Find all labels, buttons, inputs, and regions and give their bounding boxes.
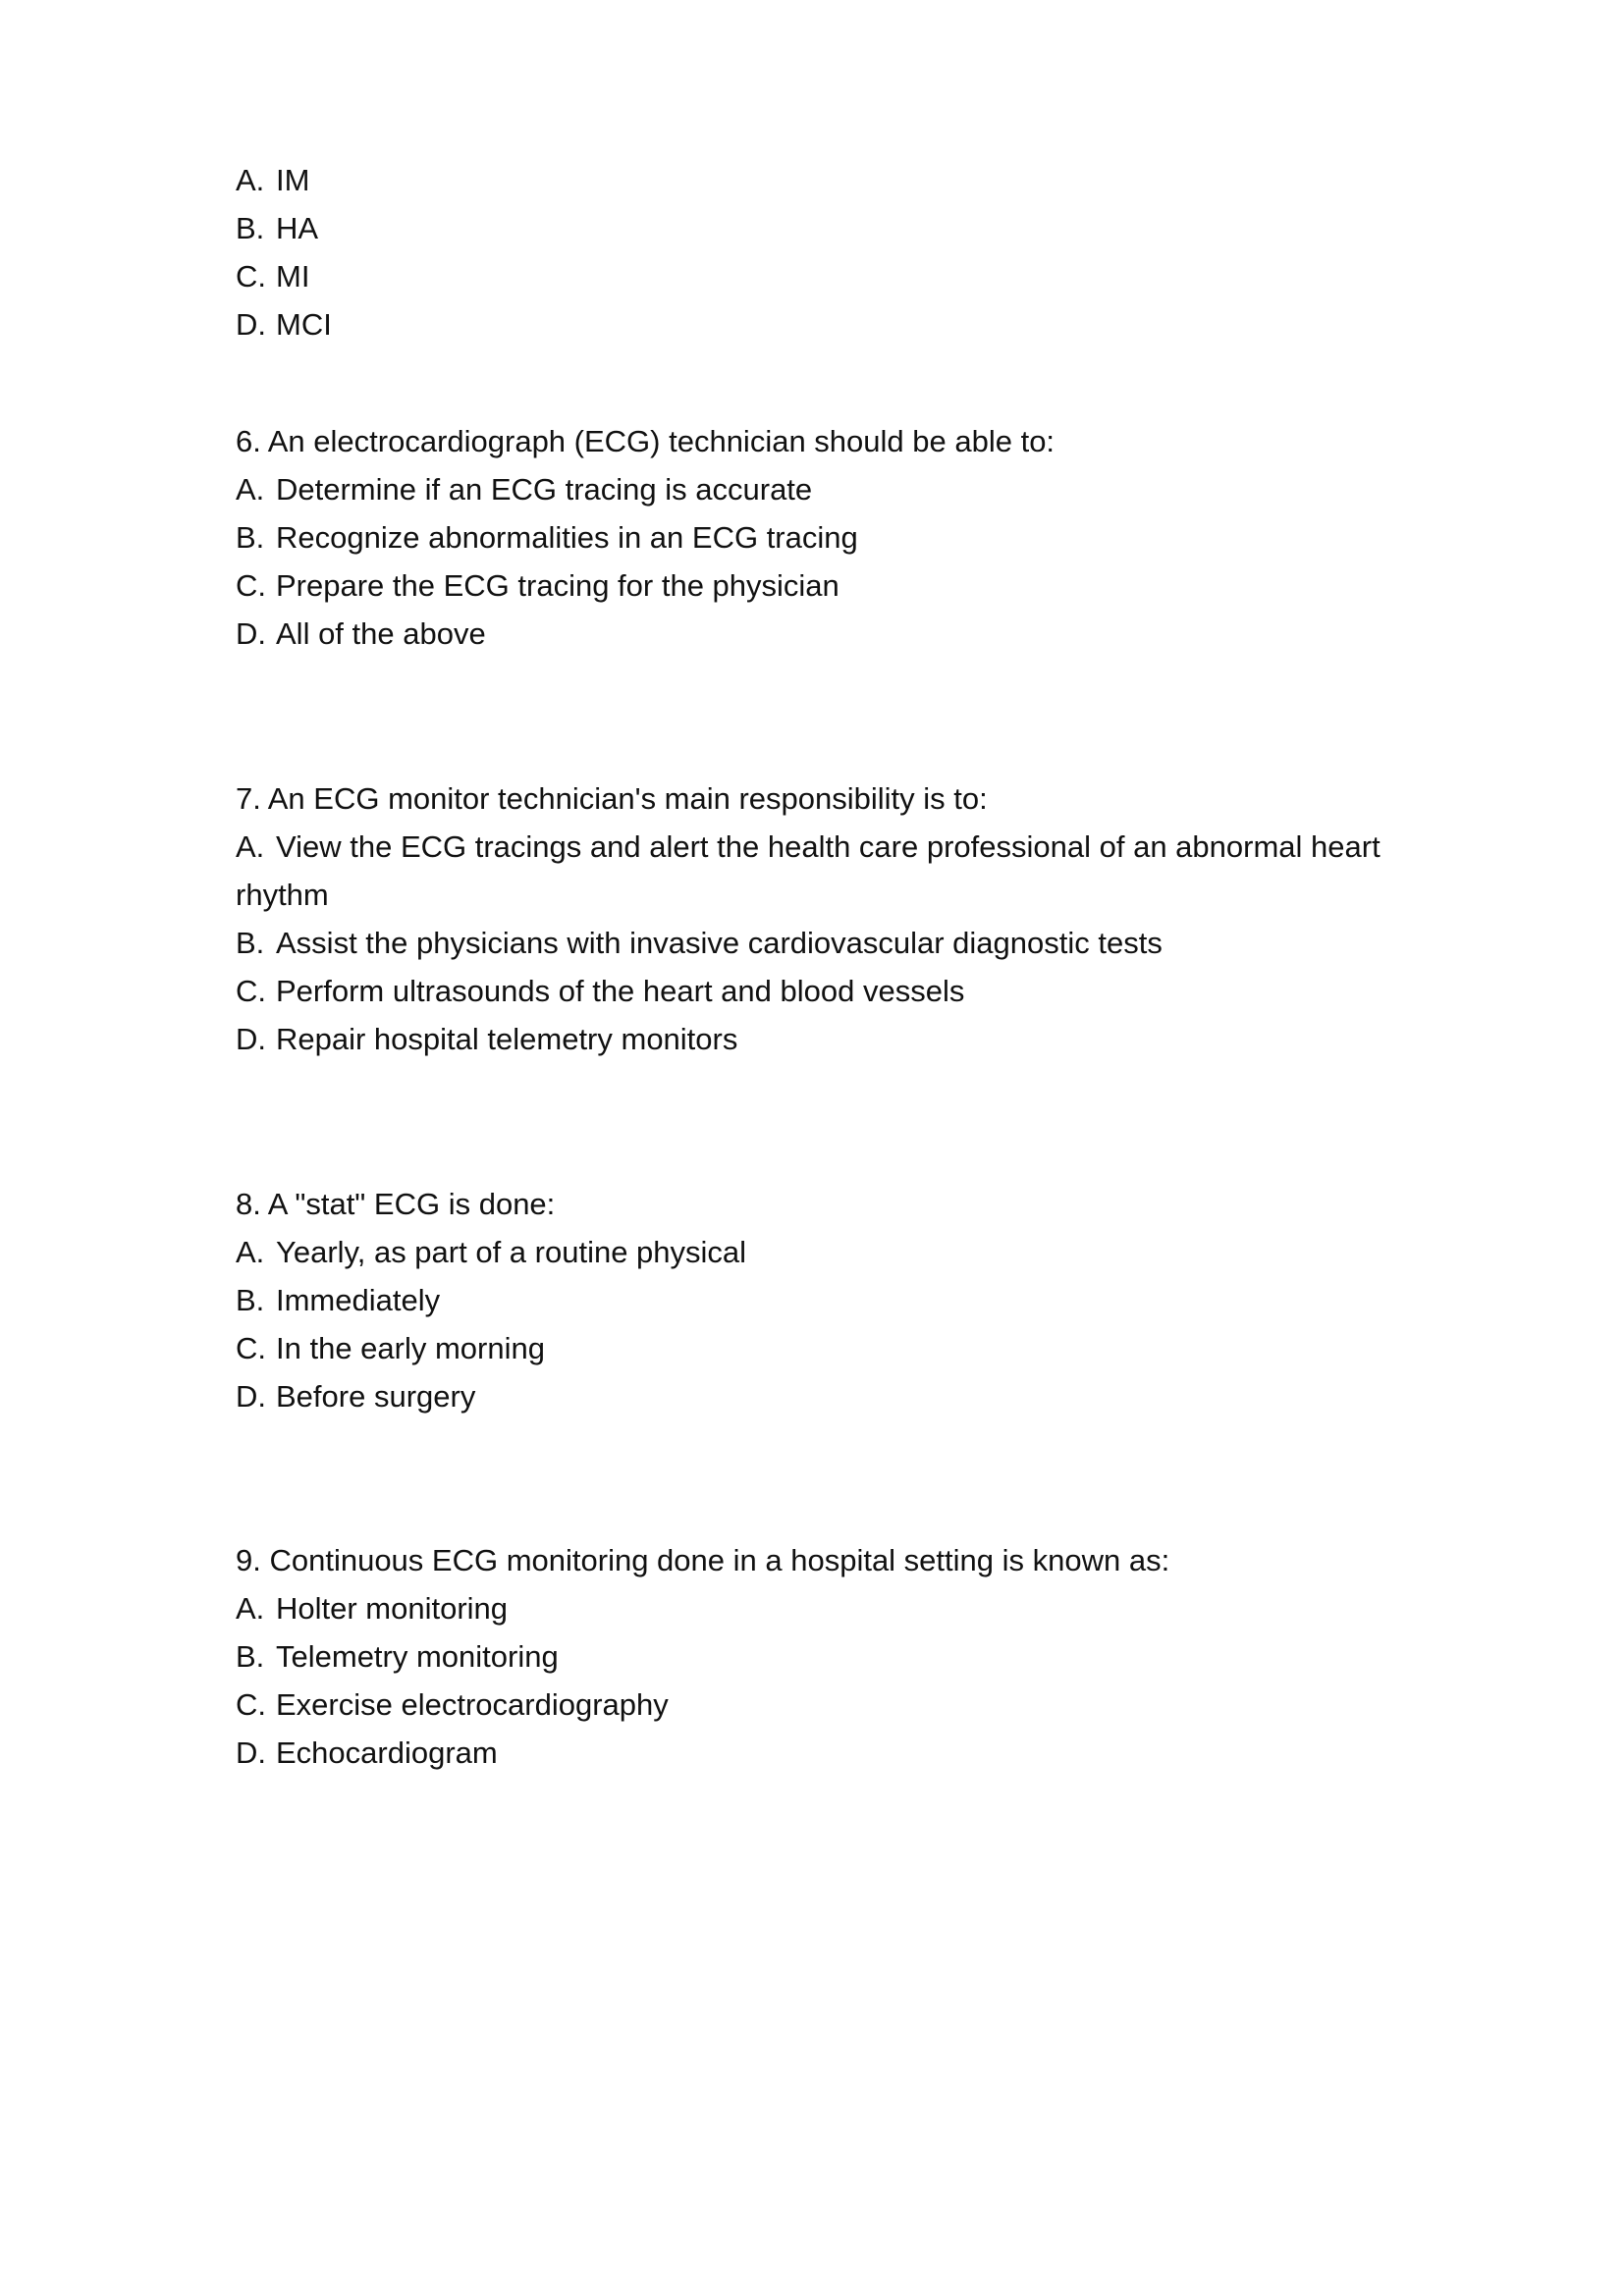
option-text: All of the above xyxy=(276,616,486,651)
option-text: Exercise electrocardiography xyxy=(276,1687,669,1722)
option-letter: A. xyxy=(236,1591,265,1626)
option-d xyxy=(236,1734,498,1773)
option-letter: B. xyxy=(236,520,265,555)
option-a-continuation: rhythm xyxy=(236,878,329,912)
option-text: HA xyxy=(276,211,319,245)
option-text: MCI xyxy=(276,307,332,342)
option-letter: A. xyxy=(236,1235,265,1269)
question-stem: 8. A "stat" ECG is done: xyxy=(236,1187,556,1221)
option-letter: A. xyxy=(236,829,265,864)
option-text: Echocardiogram xyxy=(276,1735,498,1770)
option-letter: C. xyxy=(236,974,266,1008)
option-text: Prepare the ECG tracing for the physician xyxy=(276,568,839,603)
option-a xyxy=(236,470,812,509)
option-d xyxy=(236,1377,475,1416)
option-letter: C. xyxy=(236,568,266,603)
option-text: Before surgery xyxy=(276,1379,476,1414)
option-letter: B. xyxy=(236,1283,265,1317)
question-stem: 6. An electrocardiograph (ECG) technician should be able to: xyxy=(236,424,1056,458)
question-stem: 7. An ECG monitor technician's main responsibility is to: xyxy=(236,781,988,816)
option-letter: D. xyxy=(236,1735,266,1770)
option-text: Perform ultrasounds of the heart and blood vessels xyxy=(276,974,965,1008)
option-letter: C. xyxy=(236,1331,266,1365)
option-letter: A. xyxy=(236,163,265,197)
option-text: Immediately xyxy=(276,1283,441,1317)
option-b xyxy=(236,1281,440,1320)
option-text: IM xyxy=(276,163,310,197)
option-c xyxy=(236,1685,669,1725)
option-text: MI xyxy=(276,259,310,294)
option-b xyxy=(236,209,318,248)
option-text: Determine if an ECG tracing is accurate xyxy=(276,472,813,507)
option-a xyxy=(236,161,309,200)
option-text: Repair hospital telemetry monitors xyxy=(276,1022,738,1056)
option-letter: D. xyxy=(236,1022,266,1056)
option-d xyxy=(236,305,332,345)
option-c xyxy=(236,1329,545,1368)
option-letter: A. xyxy=(236,472,265,507)
option-d xyxy=(236,1020,737,1059)
option-b xyxy=(236,924,1163,963)
option-c xyxy=(236,566,839,606)
option-letter: C. xyxy=(236,1687,266,1722)
option-letter: C. xyxy=(236,259,266,294)
option-c xyxy=(236,257,309,296)
option-letter: D. xyxy=(236,616,266,651)
option-text: Assist the physicians with invasive cardiovascular diagnostic tests xyxy=(276,926,1163,960)
option-text: In the early morning xyxy=(276,1331,545,1365)
option-text: Holter monitoring xyxy=(276,1591,509,1626)
option-d xyxy=(236,614,486,654)
option-text: View the ECG tracings and alert the health care professional of an abnormal heart xyxy=(276,829,1380,864)
option-c xyxy=(236,972,964,1011)
option-text: Telemetry monitoring xyxy=(276,1639,559,1674)
option-letter: B. xyxy=(236,211,265,245)
option-text: Yearly, as part of a routine physical xyxy=(276,1235,747,1269)
option-a xyxy=(236,1233,746,1272)
option-b xyxy=(236,518,858,558)
option-text: Recognize abnormalities in an ECG tracing xyxy=(276,520,858,555)
option-letter: B. xyxy=(236,1639,265,1674)
option-b xyxy=(236,1637,559,1677)
question-stem: 9. Continuous ECG monitoring done in a hospital setting is known as: xyxy=(236,1543,1170,1577)
option-letter: B. xyxy=(236,926,265,960)
option-a xyxy=(236,1589,508,1629)
option-letter: D. xyxy=(236,307,266,342)
option-a xyxy=(236,828,1380,867)
option-letter: D. xyxy=(236,1379,266,1414)
